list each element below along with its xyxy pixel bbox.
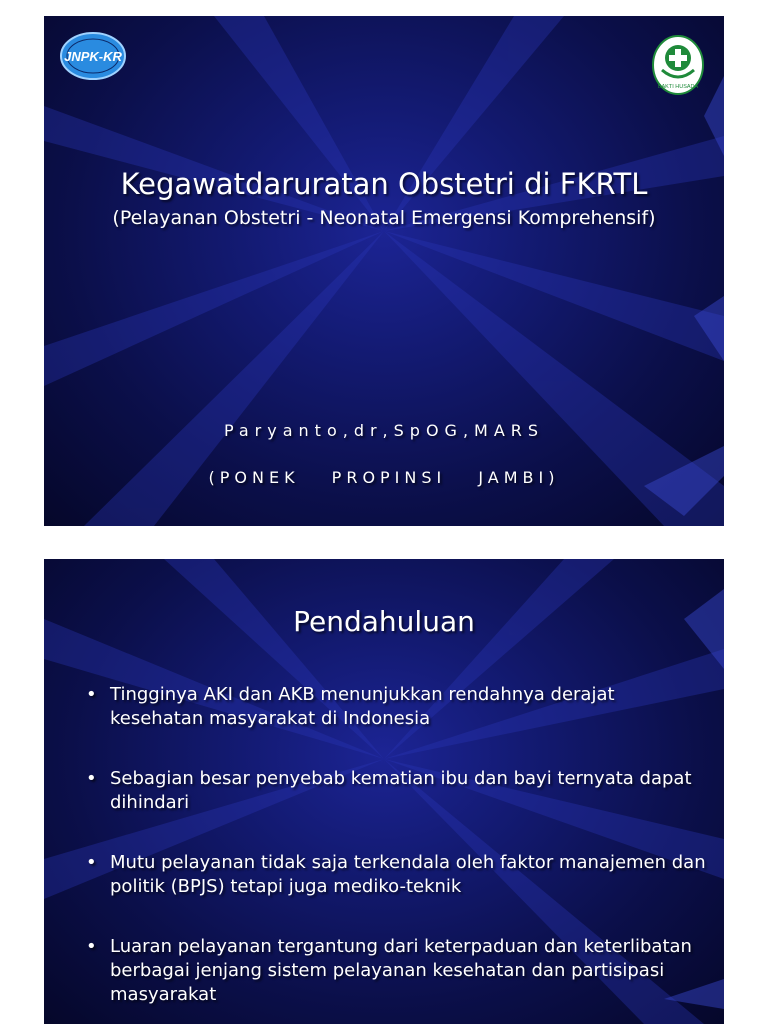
presenter-organization: (PONEK PROPINSI JAMBI) <box>208 468 560 487</box>
bullet-text: Tingginya AKI dan AKB menunjukkan rendahnya derajat kesehatan masyarakat di Indonesia <box>110 684 615 729</box>
list-item <box>86 683 706 731</box>
list-item <box>86 767 706 815</box>
content-slide <box>44 559 724 1024</box>
jnpk-kr-logo <box>60 32 126 80</box>
title-slide <box>44 16 724 526</box>
bullet-list <box>86 683 706 1024</box>
bullet-icon: • <box>86 684 97 705</box>
list-item <box>86 851 706 899</box>
bullet-text: Sebagian besar penyebab kematian ibu dan bayi ternyata dapat dihindari <box>110 768 692 813</box>
bullet-icon: • <box>86 852 97 873</box>
presenter-name: Paryanto,dr,SpOG,MARS <box>223 421 545 440</box>
list-item <box>86 935 706 1007</box>
bakti-husada-logo <box>651 34 705 96</box>
bullet-icon: • <box>86 936 97 957</box>
svg-text:JNPK-KR: JNPK-KR <box>64 49 122 64</box>
slide-background-rays <box>44 16 724 526</box>
bullet-text: Mutu pelayanan tidak saja terkendala oleh faktor manajemen dan politik (BPJS) tetapi juga mediko-teknik <box>110 852 706 897</box>
bullet-icon: • <box>86 768 97 789</box>
slide-title: Pendahuluan <box>293 605 475 638</box>
svg-text:BAKTI HUSADA: BAKTI HUSADA <box>657 84 699 90</box>
bullet-text: Luaran pelayanan tergantung dari keterpaduan dan keterlibatan berbagai jenjang sistem pelayanan kesehatan dan partisipasi masyarakat <box>110 936 692 1005</box>
slide-subtitle: (Pelayanan Obstetri - Neonatal Emergensi Komprehensif) <box>112 207 656 229</box>
slide-title: Kegawatdaruratan Obstetri di FKRTL <box>120 167 648 201</box>
